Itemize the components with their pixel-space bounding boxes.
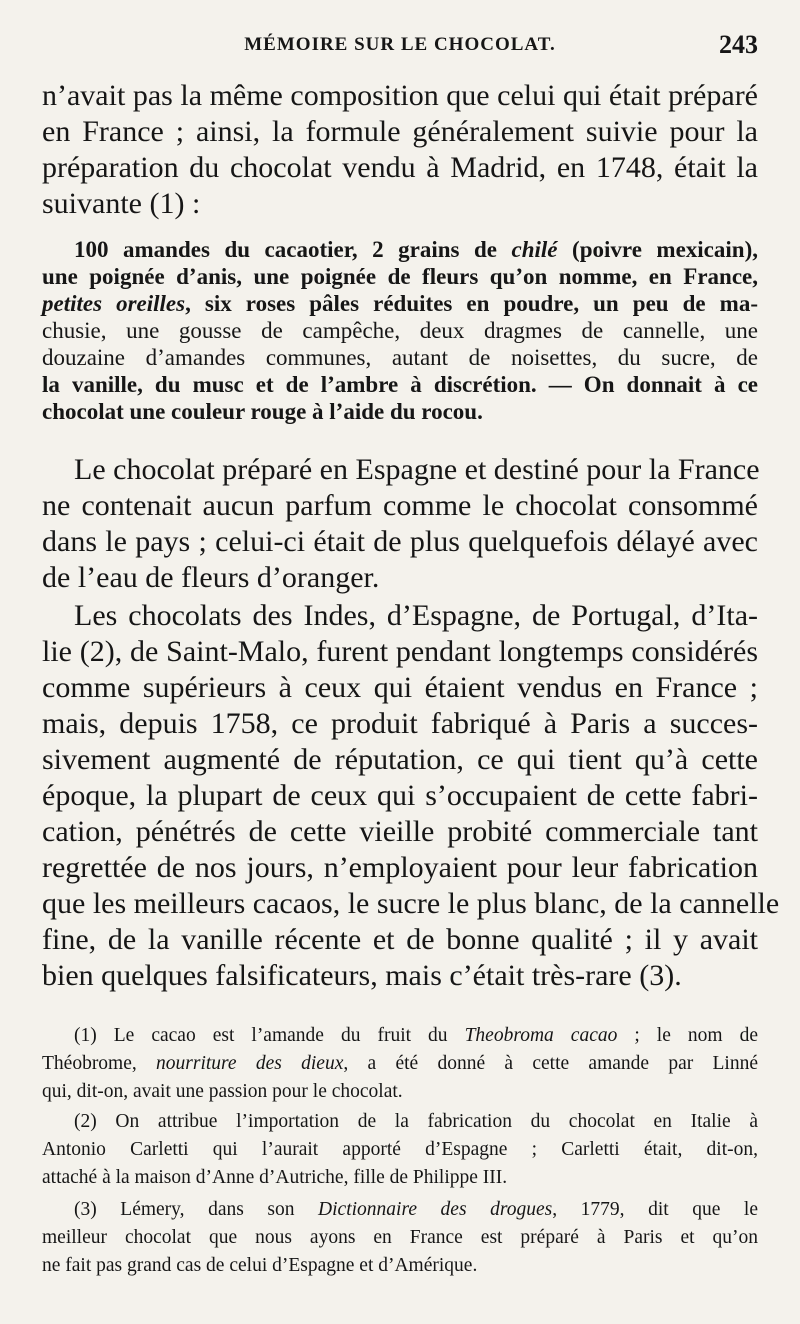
text-line: mais, depuis 1758, ce produit fabriqué à Paris a succes- — [42, 707, 758, 740]
text-line: la vanille, du musc et de l’ambre à discrétion. — On donnait à ce — [42, 372, 758, 397]
text-line: de l’eau de fleurs d’oranger. — [42, 561, 380, 594]
text-line: en France ; ainsi, la formule généralement suivie pour la — [42, 115, 758, 148]
text-line: 100 amandes du cacaotier, 2 grains de chilé (poivre mexicain), — [74, 237, 758, 262]
text-line: regrettée de nos jours, n’employaient pour leur fabrication — [42, 851, 758, 884]
text-line: douzaine d’amandes communes, autant de noisettes, du sucre, de — [42, 345, 758, 370]
footnote-line: ne fait pas grand cas de celui d’Espagne et d’Amérique. — [42, 1255, 478, 1276]
text-line: Le chocolat préparé en Espagne et destiné pour la France — [74, 453, 760, 486]
running-title: MÉMOIRE SUR LE CHOCOLAT. — [244, 34, 556, 55]
footnote-line: Antonio Carletti qui l’aurait apporté d’Espagne ; Carletti était, dit-on, — [42, 1139, 758, 1160]
footnote-line: (3) Lémery, dans son Dictionnaire des drogues, 1779, dit que le — [74, 1199, 758, 1220]
text-line: suivante (1) : — [42, 187, 201, 220]
running-head — [42, 30, 758, 62]
text-line: dans le pays ; celui-ci était de plus quelquefois délayé avec — [42, 525, 758, 558]
text-line: sivement augmenté de réputation, ce qui tient qu’à cette — [42, 743, 758, 776]
text-line: époque, la plupart de ceux qui s’occupaient de cette fabri- — [42, 779, 758, 812]
footnote-line: qui, dit-on, avait une passion pour le chocolat. — [42, 1081, 403, 1102]
text-line: comme supérieurs à ceux qui étaient vendus en France ; — [42, 671, 758, 704]
text-line: fine, de la vanille récente et de bonne qualité ; il y avait — [42, 923, 758, 956]
text-line: n’avait pas la même composition que celui qui était préparé — [42, 79, 758, 112]
text-line: Les chocolats des Indes, d’Espagne, de Portugal, d’Ita- — [74, 599, 758, 632]
text-line: une poignée d’anis, une poignée de fleurs qu’on nomme, en France, — [42, 264, 758, 289]
text-line: cation, pénétrés de cette vieille probité commerciale tant — [42, 815, 758, 848]
footnote-line: (2) On attribue l’importation de la fabrication du chocolat en Italie à — [74, 1111, 758, 1132]
footnote-line: attaché à la maison d’Anne d’Autriche, fille de Philippe III. — [42, 1167, 508, 1188]
text-line: bien quelques falsificateurs, mais c’était très-rare (3). — [42, 959, 682, 992]
footnote-line: meilleur chocolat que nous ayons en France est préparé à Paris et qu’on — [42, 1227, 758, 1248]
text-line: lie (2), de Saint-Malo, furent pendant longtemps considérés — [42, 635, 758, 668]
text-line: préparation du chocolat vendu à Madrid, en 1748, était la — [42, 151, 758, 184]
text-line: chocolat une couleur rouge à l’aide du rocou. — [42, 399, 483, 424]
text-line: ne contenait aucun parfum comme le chocolat consommé — [42, 489, 758, 522]
page-number: 243 — [719, 30, 758, 59]
text-line: chusie, une gousse de campêche, deux dragmes de cannelle, une — [42, 318, 758, 343]
footnote-line: Théobrome, nourriture des dieux, a été donné à cette amande par Linné — [42, 1053, 758, 1074]
footnote-line: (1) Le cacao est l’amande du fruit du Theobroma cacao ; le nom de — [74, 1025, 758, 1046]
text-line: que les meilleurs cacaos, le sucre le plus blanc, de la cannelle — [42, 887, 780, 920]
text-line: petites oreilles, six roses pâles réduites en poudre, un peu de ma- — [42, 291, 758, 316]
